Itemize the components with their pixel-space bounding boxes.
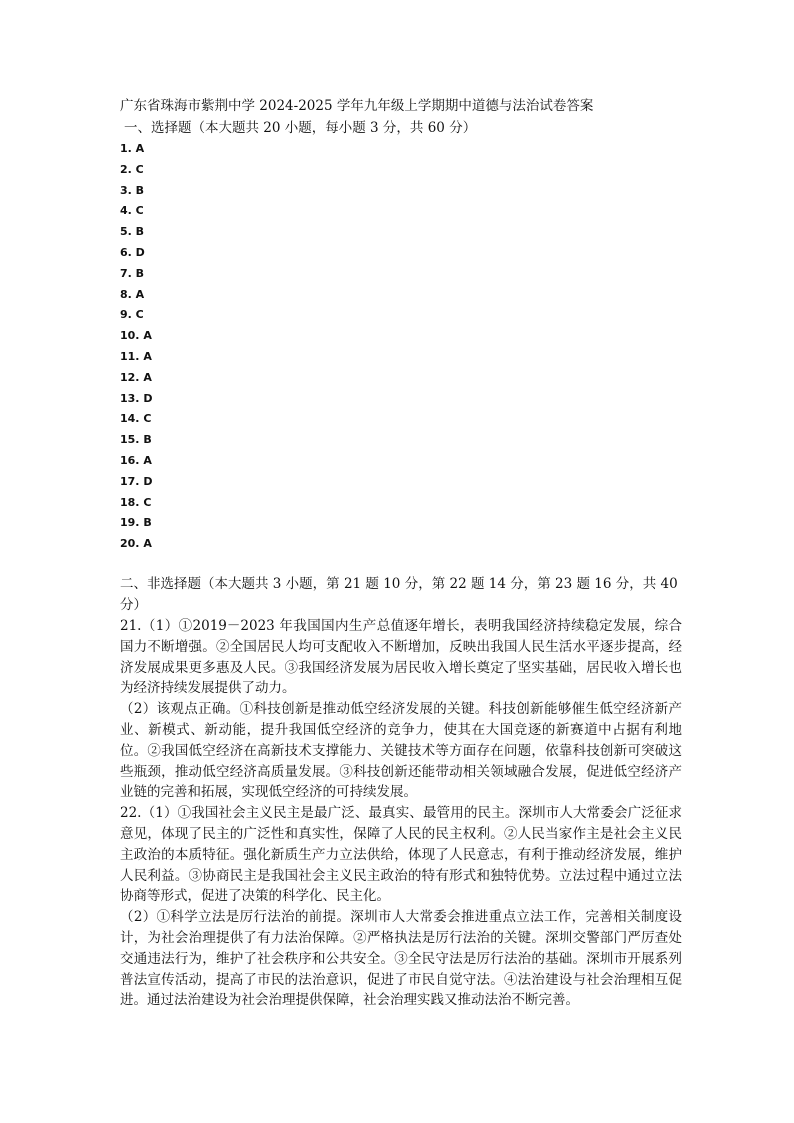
non-choice-answers — [120, 616, 682, 1011]
question-21-part-1: 21.（1）①2019－2023 年我国国内生产总值逐年增长，表明我国经济持续稳定发展，综合国力不断增强。②全国居民人均可支配收入不断增加，反映出我国人民生活水平逐步提高，经济发展成果更多惠及人民。③我国经济发展为居民收入增长奠定了坚实基础，居民收入增长也为经济持续发展提供了动力。 — [120, 618, 682, 697]
document-title: 广东省珠海市紫荆中学 2024-2025 学年九年级上学期期中道德与法治试卷答案 — [120, 98, 594, 114]
answer-item: 4. C — [120, 204, 144, 218]
answer-item: 14. C — [120, 412, 152, 426]
answer-item: 15. B — [120, 433, 152, 447]
answer-item: 3. B — [120, 183, 145, 197]
answer-item: 13. D — [120, 391, 153, 405]
answer-item: 19. B — [120, 516, 152, 530]
answer-item: 9. C — [120, 308, 144, 322]
answer-item: 6. D — [120, 245, 145, 259]
section1-heading: 一、选择题（本大题共 20 小题，每小题 3 分，共 60 分） — [124, 120, 477, 136]
question-22-part-2: （2）①科学立法是厉行法治的前提。深圳市人大常委会推进重点立法工作，完善相关制度设计，为社会治理提供了有力法治保障。②严格执法是厉行法治的关键。深圳交警部门严厉查处交通违法行为，维护了社会秩序和公共安全。③全民守法是厉行法治的基础。深圳市开展系列普法宣传活动，提高了市民的法治意识，促进了市民自觉守法。④法治建设与社会治理相互促进。通过法治建设为社会治理提供保障，社会治理实践又推动法治不断完善。 — [120, 909, 682, 1009]
answer-item: 7. B — [120, 266, 145, 280]
answer-item: 5. B — [120, 225, 145, 239]
answer-item: 1. A — [120, 142, 145, 155]
answer-item: 2. C — [120, 162, 144, 176]
answer-item: 17. D — [120, 474, 153, 488]
answer-item: 11. A — [120, 349, 152, 363]
answer-item: 8. A — [120, 287, 145, 301]
answer-item: 16. A — [120, 453, 152, 467]
question-21-part-2: （2）该观点正确。①科技创新是推动低空经济发展的关键。科技创新能够催生低空经济新产业、新模式、新动能，提升我国低空经济的竞争力，使其在大国竞逐的新赛道中占据有利地位。②我国低空经济在高新技术支撑能力、关键技术等方面存在问题，依靠科技创新可突破这些瓶颈，推动低空经济高质量发展。③科技创新还能带动相关领域融合发展，促进低空经济产业链的完善和拓展，实现低空经济的可持续发展。 — [120, 701, 682, 801]
section2-heading: 二、非选择题（本大题共 3 小题，第 21 题 10 分，第 22 题 14 分，第 23 题 16 分，共 40 分） — [120, 576, 678, 613]
question-22-part-1: 22.（1）①我国社会主义民主是最广泛、最真实、最管用的民主。深圳市人大常委会广泛征求意见，体现了民主的广泛性和真实性，保障了人民的民主权利。②人民当家作主是社会主义民主政治的本质特征。强化新质生产力立法供给，体现了人民意志，有利于推动经济发展，维护人民利益。③协商民主是我国社会主义民主政治的特有形式和独特优势。立法过程中通过立法协商等形式，促进了决策的科学化、民主化。 — [120, 805, 682, 905]
answer-item: 10. A — [120, 329, 152, 343]
choice-answer-list — [120, 139, 320, 555]
answer-item: 18. C — [120, 495, 152, 509]
answer-item: 12. A — [120, 370, 152, 384]
answer-item: 20. A — [120, 537, 152, 551]
